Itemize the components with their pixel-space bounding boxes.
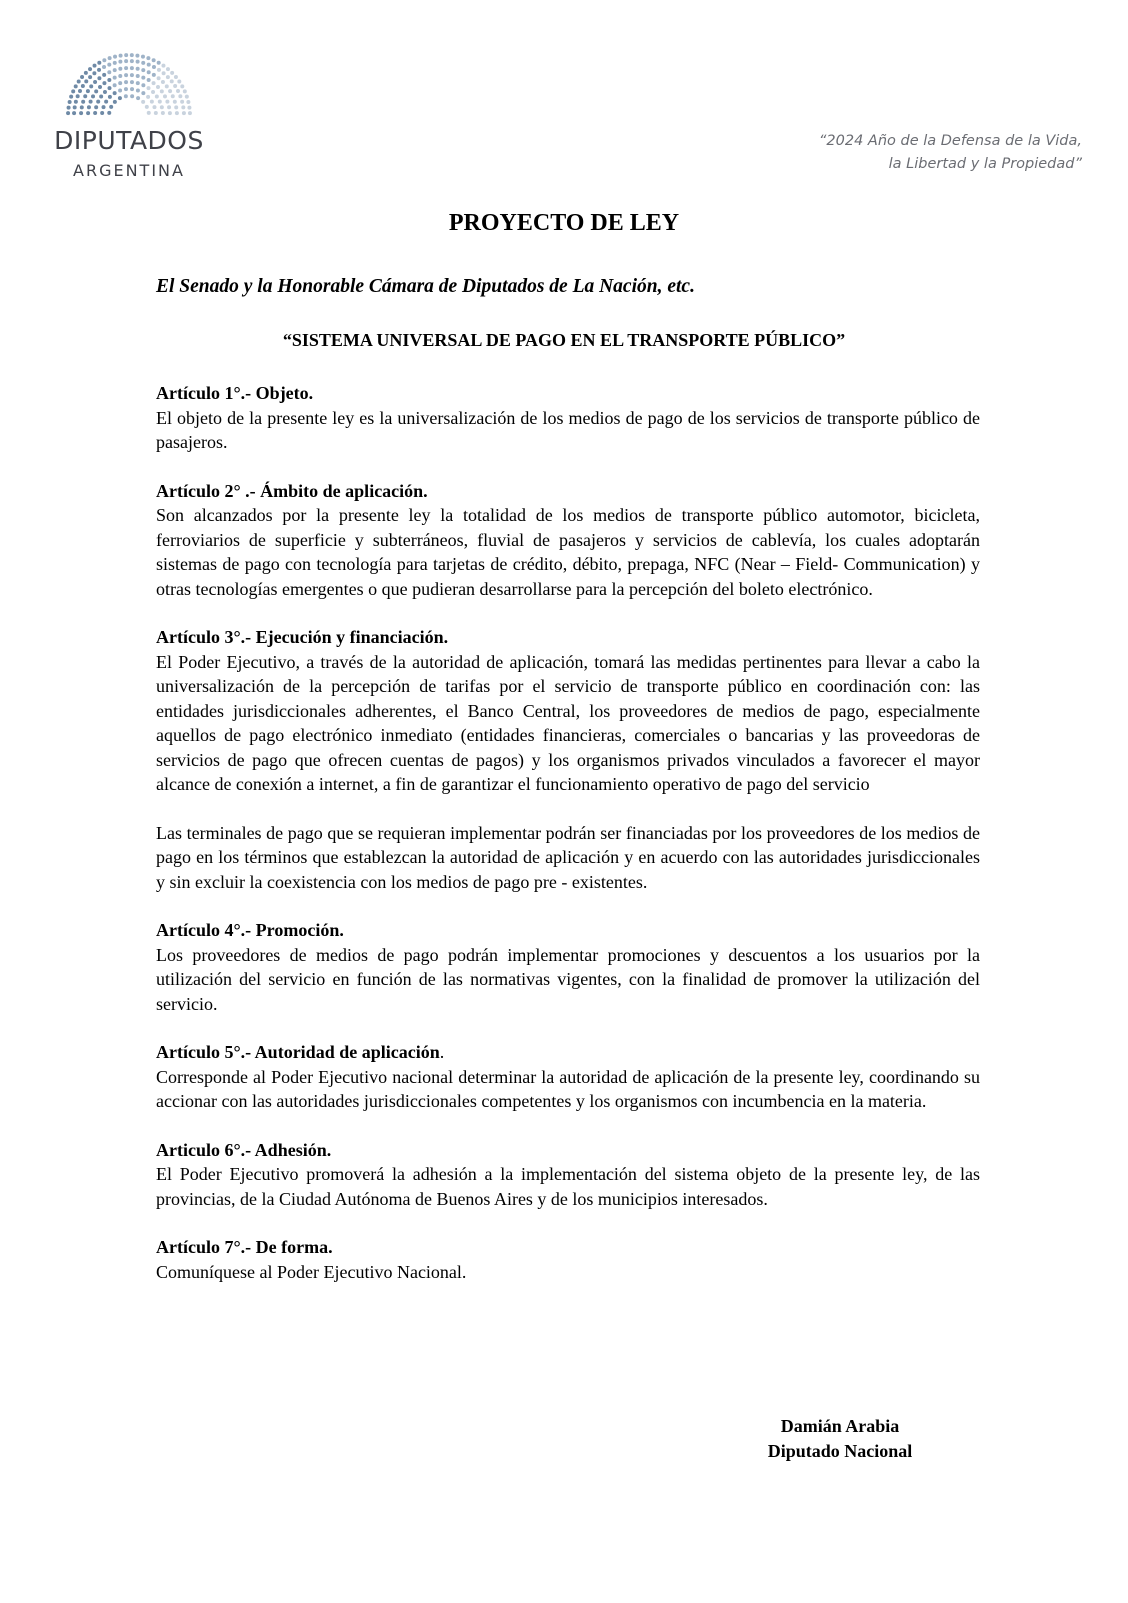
article-heading-text: Artículo 3°.- Ejecución y financiación. xyxy=(156,627,449,647)
article-heading-text: Articulo 6°.- Adhesión. xyxy=(156,1139,332,1160)
signer-role: Diputado Nacional xyxy=(767,1441,913,1461)
article xyxy=(156,1138,980,1212)
article-heading xyxy=(156,1040,980,1065)
signer-name: Damián Arabia xyxy=(780,1416,900,1436)
article-heading xyxy=(156,479,980,504)
article-heading xyxy=(156,918,980,943)
article-heading xyxy=(156,1235,980,1260)
article-heading-text: Artículo 2° .- Ámbito de aplicación. xyxy=(156,480,428,501)
article xyxy=(156,479,980,602)
article-paragraph: Corresponde al Poder Ejecutivo nacional determinar la autoridad de aplicación de la presente ley, coordinando su accionar con las autoridades jurisdiccionales competentes y los organismos con incumbencia en la materia. xyxy=(156,1066,980,1111)
diputados-logo xyxy=(44,52,214,182)
signature-block xyxy=(740,1414,940,1464)
article-paragraph: El objeto de la presente ley es la universalización de los medios de pago de los servicios de transporte público de pasajeros. xyxy=(156,407,980,452)
article-heading-tail: . xyxy=(439,1042,445,1062)
article-paragraph: Comuníquese al Poder Ejecutivo Nacional. xyxy=(156,1261,467,1282)
article xyxy=(156,625,980,894)
article-heading xyxy=(156,381,980,406)
logo-title: DIPUTADOS xyxy=(54,126,204,155)
article-paragraph: Los proveedores de medios de pago podrán implementar promociones y descuentos a los usuarios por la utilización del servicio en función de las normativas vigentes, con la finalidad de promover la utilización del servicio. xyxy=(156,944,980,1014)
article-heading-text: Artículo 4°.- Promoción. xyxy=(156,920,344,940)
article-paragraph: Son alcanzados por la presente ley la totalidad de los medios de transporte público automotor, bicicleta, ferroviarios de superficie y subterráneos, fluvial de pasajeros y servicios de cablevía, los cuales adoptarán sistemas de pago con tecnología para tarjetas de crédito, débito, prepaga, NFC (Near – Field- Communication) y otras tecnologías emergentes o que pudieran desarrollarse para la percepción del boleto electrónico. xyxy=(156,505,980,599)
document-title: PROYECTO DE LEY xyxy=(448,210,680,236)
article-paragraph: El Poder Ejecutivo promoverá la adhesión a la implementación del sistema objeto de la presente ley, de las provincias, de la Ciudad Autónoma de Buenos Aires y de los municipios interesados. xyxy=(156,1164,980,1209)
article xyxy=(156,381,980,455)
article xyxy=(156,918,980,1016)
article xyxy=(156,1040,980,1114)
law-name: “SISTEMA UNIVERSAL DE PAGO EN EL TRANSPORTE PÚBLICO” xyxy=(282,330,846,350)
article-heading-text: Artículo 5°.- Autoridad de aplicación xyxy=(156,1042,440,1062)
motto-line-2: la Libertad y la Propiedad” xyxy=(888,156,1082,172)
articles-list xyxy=(156,381,980,1308)
chamber-seats-icon xyxy=(66,52,192,120)
article xyxy=(156,1235,980,1284)
article-heading xyxy=(156,625,980,650)
motto-line-1: “2024 Año de la Defensa de la Vida, xyxy=(818,133,1082,149)
article-heading xyxy=(156,1138,980,1163)
year-motto xyxy=(819,130,1082,176)
article-paragraph: Las terminales de pago que se requieran implementar podrán ser financiadas por los proveedores de los medios de pago en los términos que establezcan la autoridad de aplicación y en acuerdo con las autoridades jurisdiccionales y sin excluir la coexistencia con los medios de pago pre - existentes. xyxy=(156,822,980,892)
article-heading-text: Artículo 7°.- De forma. xyxy=(156,1237,333,1257)
article-heading-text: Artículo 1°.- Objeto. xyxy=(156,383,314,403)
logo-subtitle: ARGENTINA xyxy=(73,161,185,180)
intro-formula: El Senado y la Honorable Cámara de Diputados de La Nación, etc. xyxy=(156,276,695,297)
article-paragraph: El Poder Ejecutivo, a través de la autoridad de aplicación, tomará las medidas pertinentes para llevar a cabo la universalización de la percepción de tarifas por el servicio de transporte público en coordinación con: las entidades jurisdiccionales adherentes, el Banco Central, los proveedores de medios de pago, especialmente aquellos de pago electrónico inmediato (entidades financieras, comerciales o bancarias y las proveedoras de servicios de pago que ofrecen cuentas de pagos) y los organismos privados vinculados a favorecer el mayor alcance de conexión a internet, a fin de garantizar el funcionamiento operativo de pago del servicio xyxy=(156,651,980,794)
